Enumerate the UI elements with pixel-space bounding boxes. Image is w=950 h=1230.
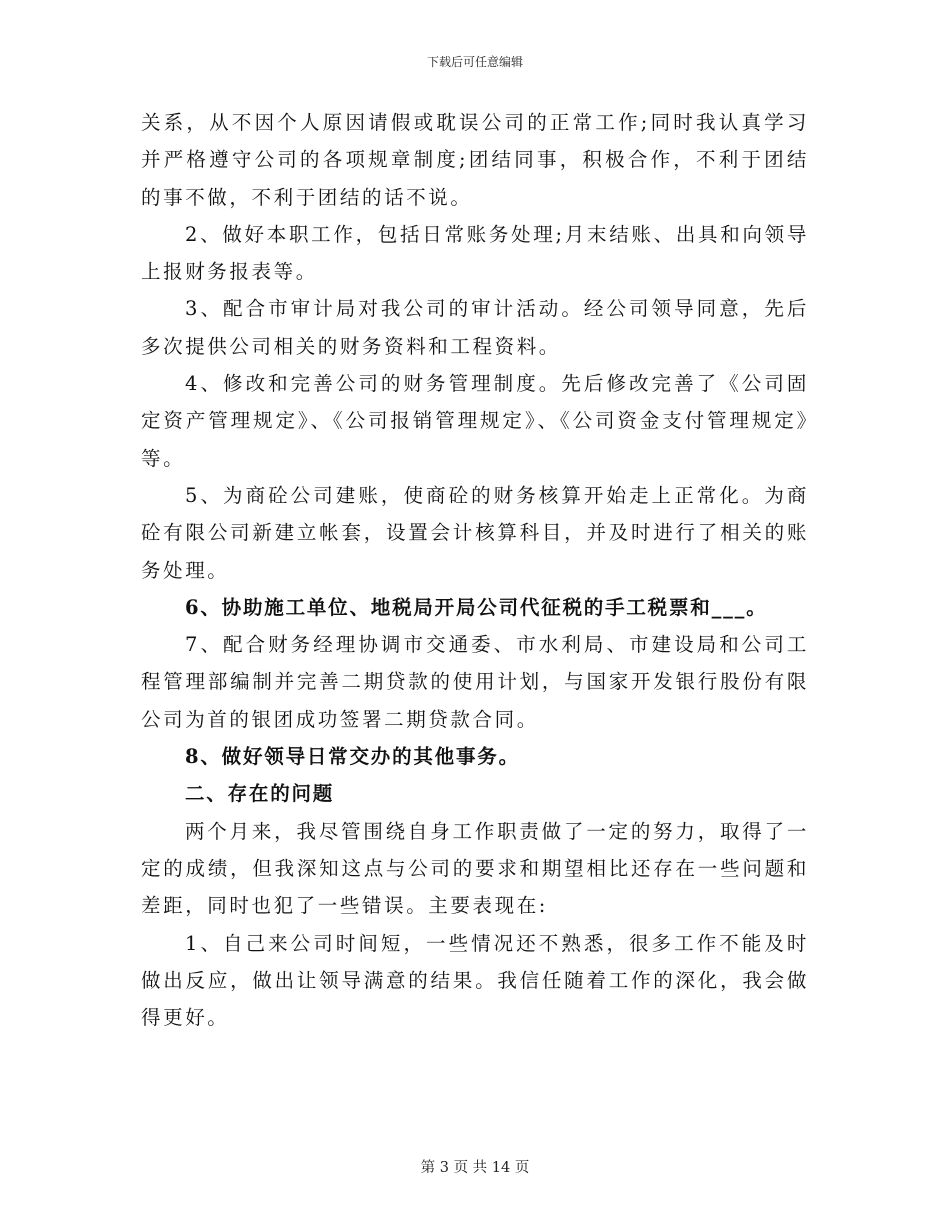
paragraph-continuation: 关系，从不因个人原因请假或耽误公司的正常工作;同时我认真学习并严格遵守公司的各项规章制度;团结同事，积极合作，不利于团结的事不做，不利于团结的话不说。 (141, 111, 809, 209)
page-footer: 第 3 页 共 14 页 (420, 1160, 530, 1176)
paragraph-item-4: 4、修改和完善公司的财务管理制度。先后修改完善了《公司固定资产管理规定》、《公司报销管理规定》、《公司资金支付管理规定》等。 (141, 372, 809, 470)
paragraph-item-3: 3、配合市审计局对我公司的审计活动。经公司领导同意，先后多次提供公司相关的财务资料和工程资料。 (141, 297, 809, 358)
document-body (141, 104, 809, 1036)
paragraph-item-7: 7、配合财务经理协调市交通委、市水利局、市建设局和公司工程管理部编制并完善二期贷款的使用计划，与国家开发银行股份有限公司为首的银团成功签署二期贷款合同。 (141, 633, 809, 731)
paragraph-item-8: 8、做好领导日常交办的其他事务。 (185, 745, 520, 769)
paragraph-problem-1: 1、自己来公司时间短，一些情况还不熟悉，很多工作不能及时做出反应，做出让领导满意的结果。我信任随着工作的深化，我会做得更好。 (141, 931, 809, 1030)
section-heading: 二、存在的问题 (185, 782, 335, 806)
paragraph-item-5: 5、为商砼公司建账，使商砼的财务核算开始走上正常化。为商砼有限公司新建立帐套，设置会计核算科目，并及时进行了相关的账务处理。 (141, 483, 809, 582)
page-header: 下载后可任意编辑 (426, 55, 523, 69)
paragraph-item-2: 2、做好本职工作，包括日常账务处理;月末结账、出具和向领导上报财务报表等。 (141, 222, 809, 284)
paragraph-intro: 两个月来，我尽管围绕自身工作职责做了一定的努力，取得了一定的成绩，但我深知这点与公司的要求和期望相比还存在一些问题和差距，同时也犯了一些错误。主要表现在: (141, 819, 809, 918)
paragraph-item-6: 6、协助施工单位、地税局开局公司代征税的手工税票和___。 (185, 595, 768, 619)
